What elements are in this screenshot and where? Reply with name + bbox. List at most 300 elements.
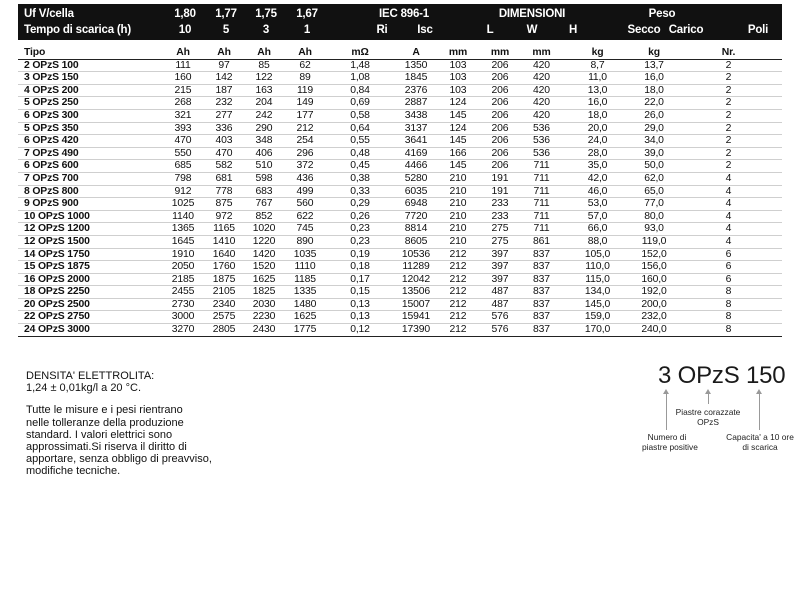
cell-ah-5h: 142 xyxy=(205,72,243,85)
cell-width: 275 xyxy=(479,235,521,248)
cell-width: 576 xyxy=(479,311,521,324)
cell-isc: 17390 xyxy=(395,324,437,337)
voltage-1: 1,80 xyxy=(174,8,196,20)
unit-poli: Nr. xyxy=(675,47,782,59)
cell-isc: 2887 xyxy=(395,97,437,110)
cell-width: 233 xyxy=(479,198,521,211)
cell-ah-1h: 372 xyxy=(285,160,325,173)
table-row xyxy=(18,261,782,274)
cell-ri: 0,84 xyxy=(325,84,395,97)
caption-capacity-line: di scarica xyxy=(742,441,778,452)
cell-length: 212 xyxy=(437,324,479,337)
cell-ah-10h: 111 xyxy=(161,59,205,72)
notes-block xyxy=(26,370,246,478)
cell-poli: 4 xyxy=(675,235,782,248)
cell-ah-1h: 890 xyxy=(285,235,325,248)
cell-ah-10h: 912 xyxy=(161,185,205,198)
cell-height: 536 xyxy=(521,147,562,160)
cell-ah-5h: 277 xyxy=(205,109,243,122)
cell-tipo: 8 OPzS 800 xyxy=(18,185,161,198)
cell-secco: 13,0 xyxy=(562,84,633,97)
cell-carico: 39,0 xyxy=(633,147,675,160)
cell-ah-5h: 1410 xyxy=(205,235,243,248)
cell-carico: 13,7 xyxy=(633,59,675,72)
cell-ah-1h: 296 xyxy=(285,147,325,160)
cell-tipo: 12 OPzS 1200 xyxy=(18,223,161,236)
cell-ah-5h: 97 xyxy=(205,59,243,72)
cell-width: 191 xyxy=(479,185,521,198)
cell-height: 536 xyxy=(521,122,562,135)
cell-length: 145 xyxy=(437,109,479,122)
cell-ah-1h: 149 xyxy=(285,97,325,110)
cell-secco: 42,0 xyxy=(562,172,633,185)
cell-width: 397 xyxy=(479,273,521,286)
cell-ri: 0,69 xyxy=(325,97,395,110)
cell-ah-10h: 1910 xyxy=(161,248,205,261)
cell-ah-10h: 3000 xyxy=(161,311,205,324)
cell-isc: 5280 xyxy=(395,172,437,185)
cell-isc: 6035 xyxy=(395,185,437,198)
table-row xyxy=(18,84,782,97)
cell-ah-5h: 2340 xyxy=(205,298,243,311)
cell-poli: 4 xyxy=(675,223,782,236)
cell-height: 711 xyxy=(521,185,562,198)
cell-length: 124 xyxy=(437,97,479,110)
cell-poli: 2 xyxy=(675,109,782,122)
cell-ah-10h: 798 xyxy=(161,172,205,185)
cell-ah-10h: 3270 xyxy=(161,324,205,337)
cell-isc: 15007 xyxy=(395,298,437,311)
cell-ah-5h: 1165 xyxy=(205,223,243,236)
cell-secco: 115,0 xyxy=(562,273,633,286)
cell-ri: 0,45 xyxy=(325,160,395,173)
caption-type xyxy=(670,408,746,427)
cell-ah-3h: 204 xyxy=(243,97,285,110)
cell-ah-5h: 778 xyxy=(205,185,243,198)
cell-secco: 159,0 xyxy=(562,311,633,324)
cell-ah-10h: 393 xyxy=(161,122,205,135)
cell-ah-1h: 1035 xyxy=(285,248,325,261)
cell-ah-3h: 1625 xyxy=(243,273,285,286)
arrow-up-icon xyxy=(708,392,709,404)
cell-isc: 3641 xyxy=(395,135,437,148)
cell-ah-1h: 622 xyxy=(285,210,325,223)
unit-ri: mΩ xyxy=(325,47,395,59)
cell-poli: 2 xyxy=(675,160,782,173)
cell-poli: 2 xyxy=(675,97,782,110)
cell-poli: 2 xyxy=(675,135,782,148)
cell-ah-3h: 122 xyxy=(243,72,285,85)
cell-carico: 50,0 xyxy=(633,160,675,173)
disclaimer-line: Tutte le misure e i pesi rientrano xyxy=(26,404,183,417)
cell-tipo: 7 OPzS 700 xyxy=(18,172,161,185)
cell-length: 212 xyxy=(437,311,479,324)
table-row xyxy=(18,235,782,248)
cell-width: 487 xyxy=(479,286,521,299)
cell-width: 233 xyxy=(479,210,521,223)
cell-width: 191 xyxy=(479,172,521,185)
table-row xyxy=(18,311,782,324)
cell-length: 210 xyxy=(437,235,479,248)
cell-ah-3h: 767 xyxy=(243,198,285,211)
cell-ah-1h: 254 xyxy=(285,135,325,148)
cell-secco: 110,0 xyxy=(562,261,633,274)
cell-poli: 2 xyxy=(675,59,782,72)
cell-ah-5h: 232 xyxy=(205,97,243,110)
cell-secco: 24,0 xyxy=(562,135,633,148)
cell-width: 397 xyxy=(479,261,521,274)
cell-width: 275 xyxy=(479,223,521,236)
unit-carico: kg xyxy=(633,47,675,59)
cell-ah-5h: 875 xyxy=(205,198,243,211)
cell-carico: 152,0 xyxy=(633,248,675,261)
cell-length: 124 xyxy=(437,122,479,135)
h-label: H xyxy=(568,24,578,36)
cell-height: 837 xyxy=(521,324,562,337)
cell-ah-3h: 242 xyxy=(243,109,285,122)
caption-type-line: Piastre corazzate xyxy=(675,407,741,417)
cell-tipo: 22 OPzS 2750 xyxy=(18,311,161,324)
cell-isc: 3137 xyxy=(395,122,437,135)
cell-secco: 8,7 xyxy=(562,59,633,72)
cell-height: 711 xyxy=(521,172,562,185)
cell-ah-1h: 62 xyxy=(285,59,325,72)
cell-carico: 200,0 xyxy=(633,298,675,311)
cell-ah-10h: 685 xyxy=(161,160,205,173)
cell-width: 487 xyxy=(479,298,521,311)
cell-poli: 4 xyxy=(675,210,782,223)
cell-isc: 8814 xyxy=(395,223,437,236)
cell-carico: 34,0 xyxy=(633,135,675,148)
cell-length: 103 xyxy=(437,84,479,97)
cell-ah-10h: 215 xyxy=(161,84,205,97)
cell-length: 210 xyxy=(437,198,479,211)
cell-ah-10h: 321 xyxy=(161,109,205,122)
w-label: W xyxy=(526,24,538,36)
iec-label: IEC 896-1 xyxy=(379,8,429,20)
cell-ah-3h: 598 xyxy=(243,172,285,185)
cell-ah-10h: 2050 xyxy=(161,261,205,274)
tipo-header: Tipo xyxy=(18,47,161,59)
cell-isc: 2376 xyxy=(395,84,437,97)
l-label: L xyxy=(486,24,494,36)
cell-ri: 0,17 xyxy=(325,273,395,286)
cell-isc: 13506 xyxy=(395,286,437,299)
cell-poli: 6 xyxy=(675,248,782,261)
cell-tipo: 5 OPzS 250 xyxy=(18,97,161,110)
cell-isc: 11289 xyxy=(395,261,437,274)
cell-tipo: 18 OPzS 2250 xyxy=(18,286,161,299)
table-row xyxy=(18,109,782,122)
cell-ah-5h: 2575 xyxy=(205,311,243,324)
hours-4: 1 xyxy=(303,24,311,36)
cell-secco: 170,0 xyxy=(562,324,633,337)
cell-width: 206 xyxy=(479,122,521,135)
cell-poli: 8 xyxy=(675,311,782,324)
disclaimer-line: apportare, senza obbligo di preavviso, xyxy=(26,453,212,466)
cell-secco: 35,0 xyxy=(562,160,633,173)
cell-height: 837 xyxy=(521,311,562,324)
table-row xyxy=(18,122,782,135)
table-row xyxy=(18,273,782,286)
cell-secco: 46,0 xyxy=(562,185,633,198)
cell-length: 210 xyxy=(437,210,479,223)
cell-ah-3h: 510 xyxy=(243,160,285,173)
cell-poli: 8 xyxy=(675,298,782,311)
cell-ah-1h: 499 xyxy=(285,185,325,198)
cell-ri: 1,08 xyxy=(325,72,395,85)
example-code: 3 OPzS 150 xyxy=(658,362,786,389)
table-row xyxy=(18,210,782,223)
cell-ah-10h: 2185 xyxy=(161,273,205,286)
cell-ah-1h: 177 xyxy=(285,109,325,122)
cell-tipo: 6 OPzS 420 xyxy=(18,135,161,148)
cell-poli: 4 xyxy=(675,172,782,185)
cell-ah-1h: 89 xyxy=(285,72,325,85)
cell-height: 420 xyxy=(521,97,562,110)
cell-isc: 10536 xyxy=(395,248,437,261)
cell-ah-10h: 160 xyxy=(161,72,205,85)
cell-height: 420 xyxy=(521,84,562,97)
cell-ah-10h: 470 xyxy=(161,135,205,148)
cell-carico: 93,0 xyxy=(633,223,675,236)
cell-ri: 0,29 xyxy=(325,198,395,211)
cell-ri: 0,12 xyxy=(325,324,395,337)
cell-ah-1h: 212 xyxy=(285,122,325,135)
unit-ah-1: Ah xyxy=(161,47,205,59)
table-row xyxy=(18,298,782,311)
cell-height: 420 xyxy=(521,72,562,85)
cell-secco: 88,0 xyxy=(562,235,633,248)
cell-secco: 16,0 xyxy=(562,97,633,110)
cell-ah-5h: 582 xyxy=(205,160,243,173)
cell-secco: 11,0 xyxy=(562,72,633,85)
cell-carico: 192,0 xyxy=(633,286,675,299)
cell-secco: 145,0 xyxy=(562,298,633,311)
unit-ah-4: Ah xyxy=(285,47,325,59)
cell-width: 397 xyxy=(479,248,521,261)
battery-spec-table xyxy=(18,47,782,337)
cell-ah-1h: 745 xyxy=(285,223,325,236)
cell-height: 711 xyxy=(521,210,562,223)
cell-ah-1h: 1625 xyxy=(285,311,325,324)
cell-tipo: 12 OPzS 1500 xyxy=(18,235,161,248)
cell-ah-5h: 403 xyxy=(205,135,243,148)
cell-width: 206 xyxy=(479,135,521,148)
unit-h: mm xyxy=(521,47,562,59)
cell-ri: 1,48 xyxy=(325,59,395,72)
cell-carico: 29,0 xyxy=(633,122,675,135)
voltage-2: 1,77 xyxy=(215,8,237,20)
cell-ah-3h: 1220 xyxy=(243,235,285,248)
cell-width: 206 xyxy=(479,72,521,85)
isc-label: Isc xyxy=(417,24,433,36)
cell-ah-3h: 1020 xyxy=(243,223,285,236)
cell-ah-3h: 2430 xyxy=(243,324,285,337)
cell-tipo: 5 OPzS 350 xyxy=(18,122,161,135)
hours-2: 5 xyxy=(222,24,230,36)
cell-isc: 6948 xyxy=(395,198,437,211)
unit-w: mm xyxy=(479,47,521,59)
cell-poli: 4 xyxy=(675,198,782,211)
cell-poli: 2 xyxy=(675,147,782,160)
cell-poli: 4 xyxy=(675,185,782,198)
units-row xyxy=(18,47,782,59)
cell-secco: 57,0 xyxy=(562,210,633,223)
cell-length: 212 xyxy=(437,248,479,261)
cell-ah-3h: 2230 xyxy=(243,311,285,324)
cell-ah-5h: 187 xyxy=(205,84,243,97)
cell-length: 210 xyxy=(437,185,479,198)
unit-ah-3: Ah xyxy=(243,47,285,59)
cell-ah-5h: 2805 xyxy=(205,324,243,337)
cell-poli: 2 xyxy=(675,72,782,85)
cell-height: 837 xyxy=(521,261,562,274)
cell-tipo: 9 OPzS 900 xyxy=(18,198,161,211)
cell-isc: 7720 xyxy=(395,210,437,223)
cell-secco: 20,0 xyxy=(562,122,633,135)
hours-1: 10 xyxy=(178,24,192,36)
cell-ri: 0,48 xyxy=(325,147,395,160)
cell-ah-5h: 681 xyxy=(205,172,243,185)
cell-ri: 0,13 xyxy=(325,311,395,324)
cell-ah-10h: 2455 xyxy=(161,286,205,299)
cell-tipo: 6 OPzS 300 xyxy=(18,109,161,122)
cell-length: 166 xyxy=(437,147,479,160)
hours-3: 3 xyxy=(262,24,270,36)
table-row xyxy=(18,248,782,261)
table-row xyxy=(18,286,782,299)
cell-length: 210 xyxy=(437,172,479,185)
unit-secco: kg xyxy=(562,47,633,59)
density-title: DENSITA' ELETTROLITA: xyxy=(26,370,155,382)
table-row xyxy=(18,324,782,337)
dimensioni-label: DIMENSIONI xyxy=(498,8,566,20)
cell-isc: 3438 xyxy=(395,109,437,122)
cell-length: 145 xyxy=(437,135,479,148)
unit-l: mm xyxy=(437,47,479,59)
cell-poli: 8 xyxy=(675,286,782,299)
caption-plates-line: piastre positive xyxy=(642,441,698,452)
cell-ah-3h: 290 xyxy=(243,122,285,135)
cell-carico: 62,0 xyxy=(633,172,675,185)
cell-ri: 0,33 xyxy=(325,185,395,198)
cell-ah-5h: 336 xyxy=(205,122,243,135)
cell-secco: 28,0 xyxy=(562,147,633,160)
cell-height: 420 xyxy=(521,59,562,72)
cell-height: 837 xyxy=(521,286,562,299)
cell-isc: 4466 xyxy=(395,160,437,173)
cell-carico: 119,0 xyxy=(633,235,675,248)
cell-carico: 16,0 xyxy=(633,72,675,85)
cell-ah-1h: 1110 xyxy=(285,261,325,274)
cell-height: 420 xyxy=(521,109,562,122)
cell-ah-1h: 560 xyxy=(285,198,325,211)
cell-width: 206 xyxy=(479,59,521,72)
cell-poli: 8 xyxy=(675,324,782,337)
cell-ah-5h: 470 xyxy=(205,147,243,160)
caption-type-line: OPzS xyxy=(697,416,719,427)
cell-isc: 12042 xyxy=(395,273,437,286)
cell-ah-3h: 85 xyxy=(243,59,285,72)
cell-ah-5h: 1760 xyxy=(205,261,243,274)
cell-tipo: 4 OPzS 200 xyxy=(18,84,161,97)
cell-carico: 77,0 xyxy=(633,198,675,211)
cell-ah-3h: 1825 xyxy=(243,286,285,299)
cell-tipo: 3 OPzS 150 xyxy=(18,72,161,85)
cell-carico: 160,0 xyxy=(633,273,675,286)
cell-height: 536 xyxy=(521,135,562,148)
cell-height: 837 xyxy=(521,298,562,311)
table-row xyxy=(18,147,782,160)
cell-ah-10h: 1140 xyxy=(161,210,205,223)
carico-label: Carico xyxy=(668,24,704,36)
cell-secco: 53,0 xyxy=(562,198,633,211)
cell-tipo: 24 OPzS 3000 xyxy=(18,324,161,337)
cell-poli: 2 xyxy=(675,84,782,97)
cell-carico: 26,0 xyxy=(633,109,675,122)
cell-tipo: 15 OPzS 1875 xyxy=(18,261,161,274)
cell-tipo: 10 OPzS 1000 xyxy=(18,210,161,223)
poli-label: Poli xyxy=(747,24,769,36)
table-row xyxy=(18,185,782,198)
ri-label: Ri xyxy=(376,24,388,36)
cell-carico: 65,0 xyxy=(633,185,675,198)
cell-ah-3h: 683 xyxy=(243,185,285,198)
cell-tipo: 16 OPzS 2000 xyxy=(18,273,161,286)
cell-ah-1h: 1775 xyxy=(285,324,325,337)
cell-ah-1h: 119 xyxy=(285,84,325,97)
cell-length: 210 xyxy=(437,223,479,236)
uf-label: Uf V/cella xyxy=(24,8,74,20)
table-row xyxy=(18,97,782,110)
caption-plates xyxy=(642,432,698,452)
cell-height: 711 xyxy=(521,223,562,236)
cell-ri: 0,38 xyxy=(325,172,395,185)
table-row xyxy=(18,198,782,211)
cell-ah-1h: 1480 xyxy=(285,298,325,311)
cell-ah-3h: 2030 xyxy=(243,298,285,311)
cell-width: 206 xyxy=(479,84,521,97)
table-row xyxy=(18,160,782,173)
cell-ri: 0,58 xyxy=(325,109,395,122)
cell-secco: 134,0 xyxy=(562,286,633,299)
cell-length: 212 xyxy=(437,261,479,274)
cell-ah-3h: 406 xyxy=(243,147,285,160)
cell-width: 206 xyxy=(479,147,521,160)
cell-carico: 240,0 xyxy=(633,324,675,337)
cell-height: 711 xyxy=(521,160,562,173)
density-note xyxy=(26,370,246,394)
cell-secco: 18,0 xyxy=(562,109,633,122)
arrow-up-icon xyxy=(759,392,760,430)
caption-capacity-line: Capacita' a 10 ore xyxy=(726,432,794,442)
cell-width: 206 xyxy=(479,160,521,173)
disclaimer-line: nelle tolleranze della produzione xyxy=(26,416,184,429)
disclaimer xyxy=(26,404,246,477)
caption-plates-line: Numero di xyxy=(647,432,687,442)
cell-ah-10h: 2730 xyxy=(161,298,205,311)
table-row xyxy=(18,59,782,72)
cell-length: 103 xyxy=(437,59,479,72)
cell-ah-1h: 436 xyxy=(285,172,325,185)
cell-ah-3h: 1520 xyxy=(243,261,285,274)
cell-carico: 232,0 xyxy=(633,311,675,324)
cell-width: 576 xyxy=(479,324,521,337)
cell-ri: 0,18 xyxy=(325,261,395,274)
cell-ah-3h: 852 xyxy=(243,210,285,223)
cell-height: 837 xyxy=(521,273,562,286)
